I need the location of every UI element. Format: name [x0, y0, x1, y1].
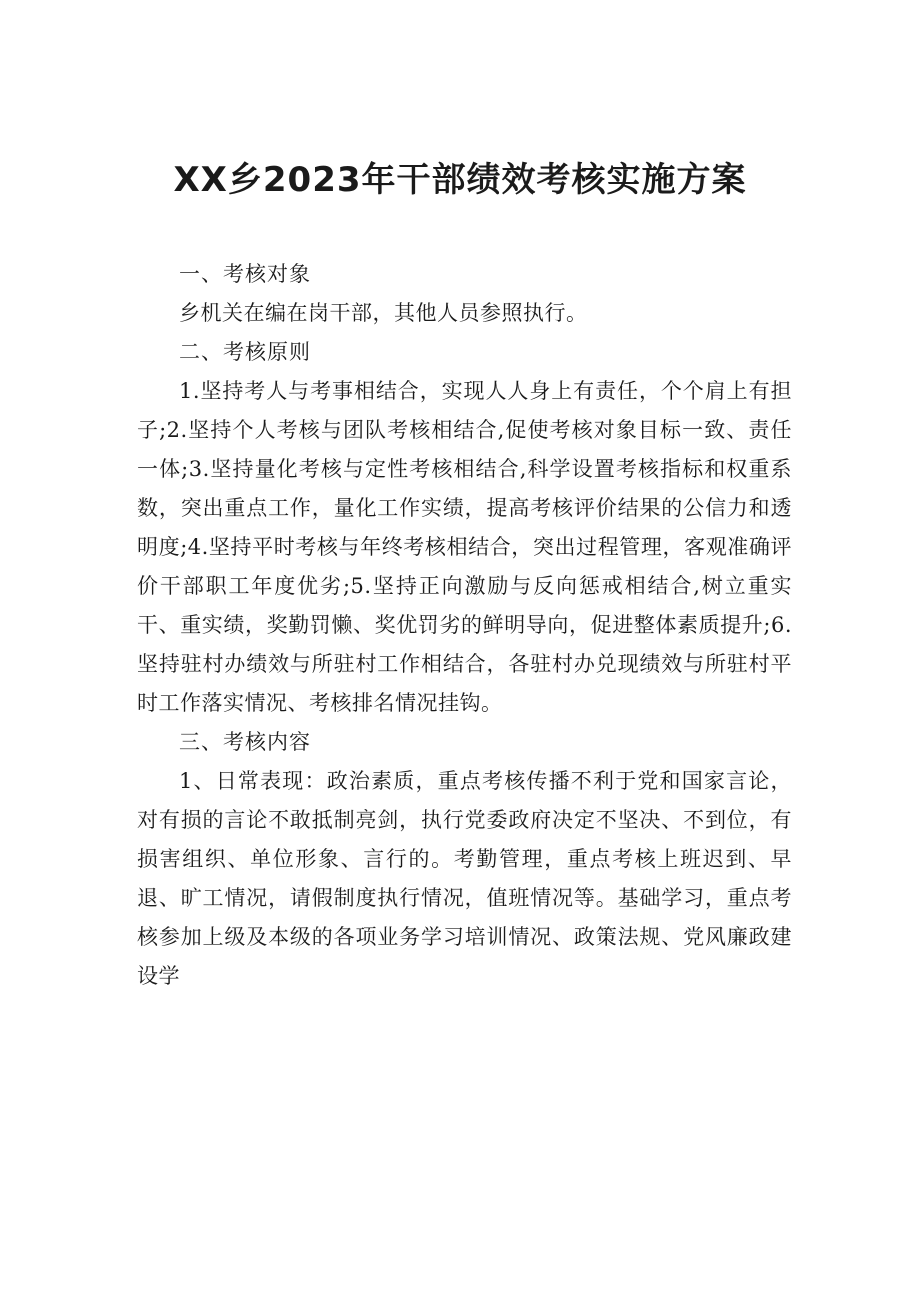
- section-text-assessment-content: 1、日常表现：政治素质，重点考核传播不利于党和国家言论，对有损的言论不敢抵制亮剑，执行党委政府决定不坚决、不到位，有损害组织、单位形象、言行的。考勤管理，重点考核上班迟到、早退、旷工情况，请假制度执行情况，值班情况等。基础学习，重点考核参加上级及本级的各项业务学习培训情况、政策法规、党风廉政建设学: [137, 769, 792, 988]
- document-body: [137, 255, 792, 996]
- section-heading-assessment-principles: 二、考核原则: [179, 340, 311, 364]
- section-text-assessment-principles: 1.坚持考人与考事相结合，实现人人身上有责任，个个肩上有担子;2.坚持个人考核与团队考核相结合,促使考核对象目标一致、责任一体;3.坚持量化考核与定性考核相结合,科学设置考核指标和权重系数，突出重点工作，量化工作实绩，提高考核评价结果的公信力和透明度;4.坚持平时考核与年终考核相结合，突出过程管理，客观准确评价干部职工年度优劣;5.坚持正向激励与反向惩戒相结合,树立重实干、重实绩，奖勤罚懒、奖优罚劣的鲜明导向，促进整体素质提升;6.坚持驻村办绩效与所驻村工作相结合，各驻村办兑现绩效与所驻村平时工作落实情况、考核排名情况挂钩。: [137, 379, 792, 715]
- section-heading-assessment-targets: 一、考核对象: [179, 262, 311, 286]
- document-title: XX乡2023年干部绩效考核实施方案: [173, 160, 747, 200]
- section-heading-assessment-content: 三、考核内容: [179, 730, 311, 754]
- section-text-assessment-targets: 乡机关在编在岗干部，其他人员参照执行。: [179, 301, 588, 325]
